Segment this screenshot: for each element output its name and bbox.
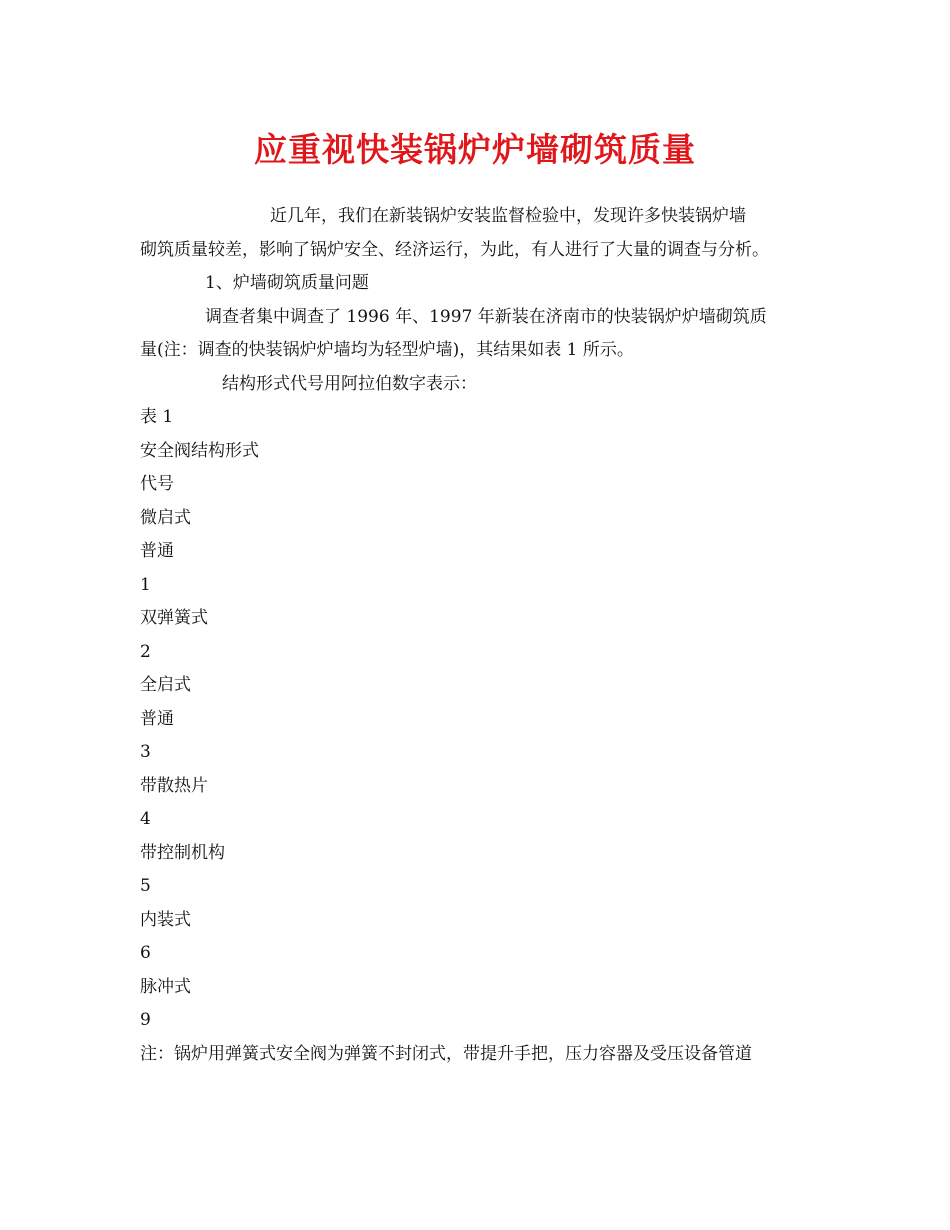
paragraph-line: 调查者集中调查了 1996 年、1997 年新装在济南市的快装锅炉炉墙砌筑质 xyxy=(205,306,767,327)
section-heading: 1、炉墙砌筑质量问题 xyxy=(205,273,369,293)
document-body xyxy=(140,200,830,1071)
note-line: 注：锅炉用弹簧式安全阀为弹簧不封闭式，带提升手把，压力容器及受压设备管道 xyxy=(140,1043,752,1064)
table-cell: 普通 xyxy=(140,708,174,729)
table-cell: 脉冲式 xyxy=(140,976,191,997)
table-cell: 1 xyxy=(140,574,151,595)
table-cell: 普通 xyxy=(140,541,174,561)
table-cell: 2 xyxy=(140,641,151,662)
table-cell: 带控制机构 xyxy=(140,842,225,863)
table-cell: 安全阀结构形式 xyxy=(140,440,259,461)
table-cell: 6 xyxy=(140,943,151,963)
paragraph-line: 量(注：调查的快装锅炉炉墙均为轻型炉墙)，其结果如表 1 所示。 xyxy=(140,340,634,360)
table-cell: 带散热片 xyxy=(140,775,208,796)
table-cell: 代号 xyxy=(140,474,174,494)
document-title: 应重视快装锅炉炉墙砌筑质量 xyxy=(254,130,696,169)
table-cell: 5 xyxy=(140,876,151,896)
table-cell: 9 xyxy=(140,1010,151,1030)
table-caption: 表 1 xyxy=(140,407,174,427)
table-cell: 内装式 xyxy=(140,909,191,930)
paragraph-line: 近几年，我们在新装锅炉安装监督检验中，发现许多快装锅炉墙 xyxy=(270,206,746,226)
table-cell: 3 xyxy=(140,742,151,762)
table-cell: 4 xyxy=(140,809,151,829)
paragraph-line: 砌筑质量较差，影响了锅炉安全、经济运行，为此，有人进行了大量的调查与分析。 xyxy=(140,239,769,260)
table-cell: 微启式 xyxy=(140,507,191,528)
table-cell: 全启式 xyxy=(140,675,191,695)
table-cell: 双弹簧式 xyxy=(140,608,208,628)
paragraph-line: 结构形式代号用阿拉伯数字表示： xyxy=(222,373,477,394)
